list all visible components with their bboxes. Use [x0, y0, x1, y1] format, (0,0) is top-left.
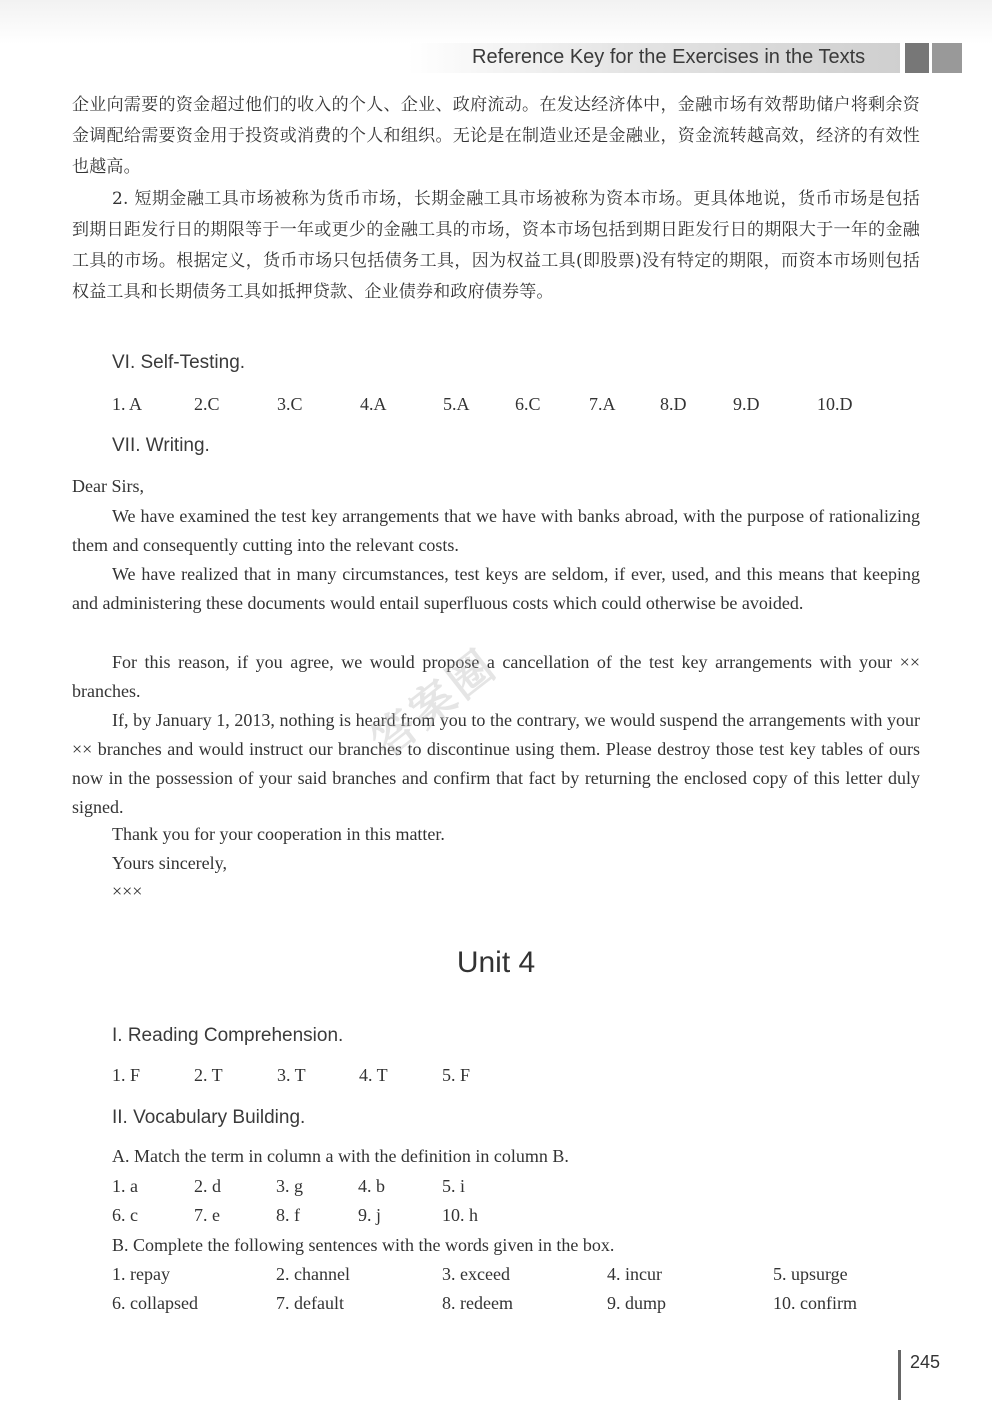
letter-thanks: Thank you for your cooperation in this matter.	[112, 824, 445, 844]
letter-paragraph-2: We have realized that in many circumstances, test keys are seldom, if ever, used, and this means that keeping and administering these documents would entail superfluous costs which could otherwise be avoided.	[72, 564, 920, 613]
answer-item: 5. upsurge	[773, 1264, 848, 1284]
vocab-a-instruction: A. Match the term in column a with the definition in column B.	[112, 1146, 569, 1166]
answer-item: 8.D	[660, 394, 687, 414]
chinese-paragraph-1: 企业向需要的资金超过他们的收入的个人、企业、政府流动。在发达经济体中，金融市场有效帮助储户将剩余资金调配给需要资金用于投资或消费的个人和组织。无论是在制造业还是金融业，资金流转越高效，经济的有效性也越高。	[72, 95, 920, 177]
page-number-rule	[898, 1350, 901, 1400]
section-heading-reading-comprehension: I. Reading Comprehension.	[112, 1025, 344, 1046]
answer-item: 6.C	[515, 394, 541, 414]
section-heading-writing: VII. Writing.	[112, 435, 210, 456]
section-heading-self-testing: VI. Self-Testing.	[112, 352, 246, 373]
header-decoration-block	[932, 43, 962, 73]
answer-item: 3. g	[276, 1176, 303, 1196]
letter-signature: ×××	[112, 881, 143, 901]
section-heading-vocabulary-building: II. Vocabulary Building.	[112, 1107, 306, 1128]
watermark: 答案圈	[362, 639, 508, 768]
answer-item: 7.A	[589, 394, 616, 414]
letter-paragraph-4: If, by January 1, 2013, nothing is heard from you to the contrary, we would suspend the arrangements with your ×× branches and would instruct our branches to discontinue using them. Please destroy those test key tables of ours now in the possession of your said branches and confirm that fact by returning the enclosed copy of this letter duly signed.	[72, 710, 920, 817]
letter-closing: Yours sincerely,	[112, 853, 227, 873]
letter-paragraph-3: For this reason, if you agree, we would propose a cancellation of the test key arrangements with your ×× branches.	[72, 652, 920, 701]
unit-title: Unit 4	[456, 946, 536, 979]
running-header-title: Reference Key for the Exercises in the Texts	[472, 46, 866, 68]
answer-item: 6. c	[112, 1205, 138, 1225]
answer-item: 1. a	[112, 1176, 138, 1196]
answer-item: 2.C	[194, 394, 220, 414]
answer-item: 3. T	[277, 1065, 306, 1085]
chinese-paragraph-2: 2. 短期金融工具市场被称为货币市场，长期金融工具市场被称为资本市场。更具体地说，货币市场是包括到期日距发行日的期限等于一年或更少的金融工具的市场，资本市场包括到期日距发行日的期限大于一年的金融工具的市场。根据定义，货币市场只包括债务工具，因为权益工具(即股票)没有特定的期限，而资本市场则包括权益工具和长期债务工具如抵押贷款、企业债券和政府债券等。	[72, 189, 920, 302]
answer-item: 3.C	[277, 394, 303, 414]
letter-paragraph-1: We have examined the test key arrangements that we have with banks abroad, with the purpose of rationalizing them and consequently cutting into the relevant costs.	[72, 506, 920, 555]
answer-item: 4. b	[358, 1176, 385, 1196]
answer-item: 8. f	[276, 1205, 300, 1225]
answer-item: 9. j	[358, 1205, 382, 1225]
answer-item: 9. dump	[607, 1293, 667, 1313]
letter-salutation: Dear Sirs,	[72, 476, 144, 496]
answer-item: 1. repay	[112, 1264, 170, 1284]
header-band	[0, 0, 992, 44]
answer-item: 5. F	[442, 1065, 471, 1085]
answer-item: 9.D	[733, 394, 760, 414]
answer-item: 2. d	[194, 1176, 221, 1196]
answer-item: 4. incur	[607, 1264, 662, 1284]
answer-item: 10. h	[442, 1205, 478, 1225]
answer-item: 6. collapsed	[112, 1293, 198, 1313]
answer-item: 4. T	[359, 1065, 388, 1085]
answer-item: 1. F	[112, 1065, 141, 1085]
answer-item: 7. default	[276, 1293, 344, 1313]
answer-item: 8. redeem	[442, 1293, 513, 1313]
header-decoration-block	[905, 43, 929, 73]
answer-item: 4.A	[360, 394, 387, 414]
vocab-b-instruction: B. Complete the following sentences with the words given in the box.	[112, 1235, 615, 1255]
answer-item: 5. i	[442, 1176, 466, 1196]
answer-item: 7. e	[194, 1205, 220, 1225]
answer-item: 2. T	[194, 1065, 223, 1085]
answer-item: 2. channel	[276, 1264, 350, 1284]
answer-item: 5.A	[443, 394, 470, 414]
answer-item: 1. A	[112, 394, 143, 414]
answer-item: 10.D	[817, 394, 853, 414]
answer-item: 3. exceed	[442, 1264, 510, 1284]
page-number: 245	[910, 1352, 941, 1372]
answer-item: 10. confirm	[773, 1293, 857, 1313]
